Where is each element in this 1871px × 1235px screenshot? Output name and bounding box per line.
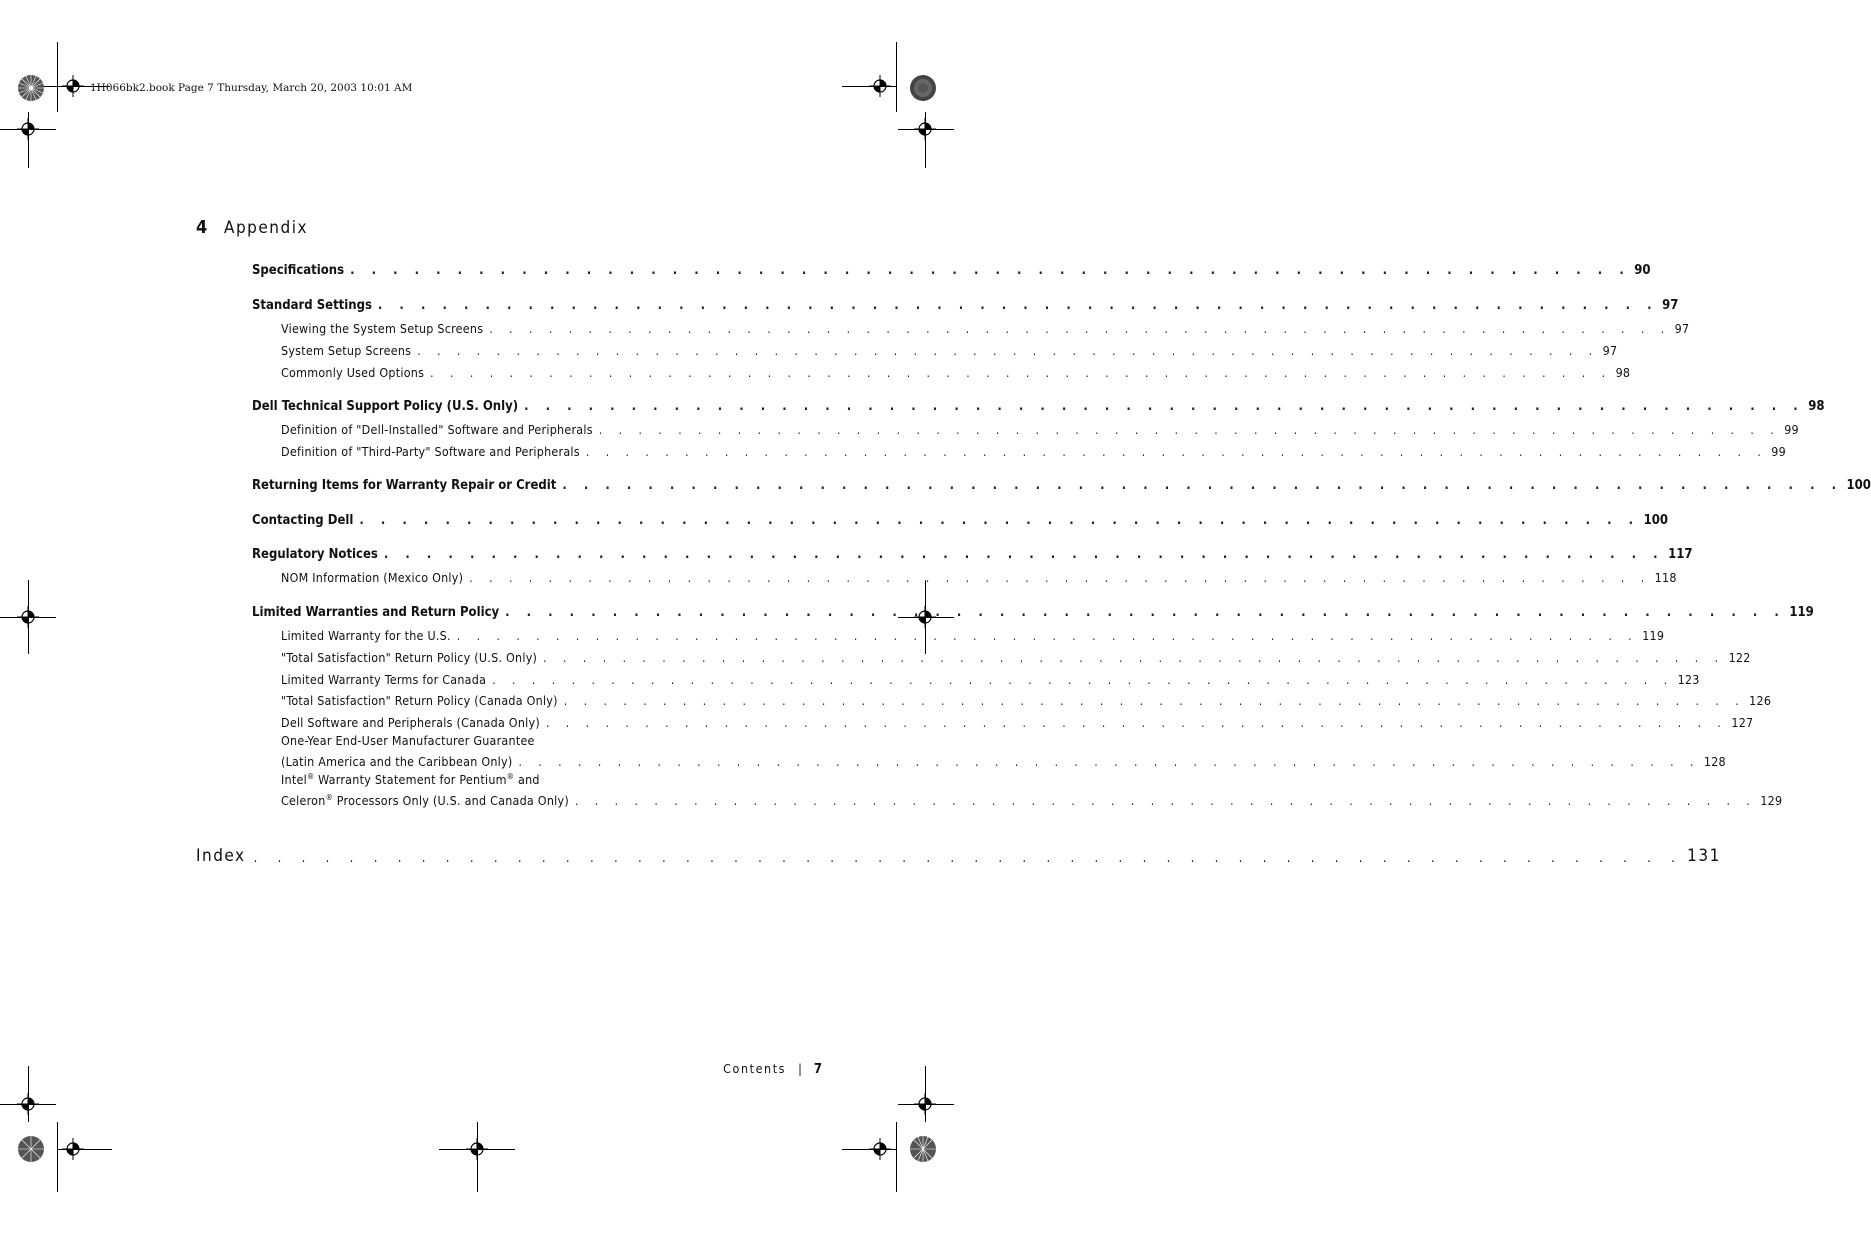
dot-leader: . . . . . . . . . . . . . . . . . . . . . . . . . . . . . . . . . . . . . . . . . . . . . . . . . . . . . . . . . . . . [456, 629, 1639, 643]
crop-line [57, 1122, 58, 1192]
toc-entry-page: 99 [1771, 444, 1786, 459]
toc-entry-title: (Latin America and the Caribbean Only) [281, 754, 513, 769]
toc-entry-title: Contacting Dell [252, 513, 354, 528]
registration-crosshair-icon [17, 606, 39, 628]
toc-subentry[interactable] [252, 786, 1783, 808]
crop-line [896, 1122, 897, 1192]
toc-entry[interactable] [252, 598, 1814, 620]
toc-entry-title: Dell Technical Support Policy (U.S. Only) [252, 399, 519, 414]
toc-entry-title: Limited Warranty Terms for Canada [281, 672, 487, 687]
toc-entry-page: 129 [1760, 793, 1783, 808]
toc-entry-title: Viewing the System Setup Screens [281, 321, 484, 336]
index-title: Index [196, 846, 246, 866]
toc-subentry[interactable] [252, 563, 1677, 585]
toc-entry-page: 118 [1654, 570, 1677, 585]
chapter-number: 4 [196, 217, 208, 238]
toc-entry-page: 117 [1668, 547, 1693, 562]
toc-entry-title: Definition of "Dell-Installed" Software and Peripherals [281, 422, 593, 437]
dot-leader: . . . . . . . . . . . . . . . . . . . . . . . . . . . . . . . . . . . . . . . . . . . . . . . . . . . . . . . . . . . . [545, 716, 1728, 730]
dot-leader: . . . . . . . . . . . . . . . . . . . . . . . . . . . . . . . . . . . . . . . . . . . . . . . . . . . . . . . . . . . . [524, 399, 1805, 414]
toc-entry-title: "Total Satisfaction" Return Policy (Canada Only) [281, 693, 558, 708]
toc-entry-title: Regulatory Notices [252, 547, 378, 562]
dot-leader: . . . . . . . . . . . . . . . . . . . . . . . . . . . . . . . . . . . . . . . . . . . . . . . . . . . . . . . . . . . . [359, 513, 1640, 528]
footer-section-label: Contents [723, 1061, 787, 1076]
registration-crosshair-icon [914, 118, 936, 140]
index-page: 131 [1687, 846, 1721, 866]
toc-entry-page: 90 [1634, 263, 1651, 278]
toc-entry-page: 126 [1749, 693, 1772, 708]
registration-crosshair-icon [466, 1138, 488, 1160]
toc-entry-page: 119 [1642, 628, 1665, 643]
dot-leader: . . . . . . . . . . . . . . . . . . . . . . . . . . . . . . . . . . . . . . . . . . . . . . . . . . . . . . . . . . . . [562, 478, 1843, 493]
dot-leader: . . . . . . . . . . . . . . . . . . . . . . . . . . . . . . . . . . . . . . . . . . . . . . . . . . . . . . . . . . . . [469, 571, 1651, 585]
registered-mark: ® [325, 793, 334, 802]
registration-crosshair-icon [869, 1138, 891, 1160]
toc-entry-page: 99 [1784, 422, 1799, 437]
toc-subentry[interactable] [252, 686, 1772, 708]
dot-leader: . . . . . . . . . . . . . . . . . . . . . . . . . . . . . . . . . . . . . . . . . . . . . . . . . . . . . . . . . . . . [383, 547, 1665, 562]
toc-entry[interactable] [252, 392, 1825, 414]
dot-leader: . . . . . . . . . . . . . . . . . . . . . . . . . . . . . . . . . . . . . . . . . . . . . . . . . . . . . . . . . . . . [377, 298, 1659, 313]
registration-crosshair-icon [17, 118, 39, 140]
toc-entry-text: and [514, 772, 540, 787]
toc-subentry[interactable] [252, 708, 1754, 730]
dot-leader: . . . . . . . . . . . . . . . . . . . . . . . . . . . . . . . . . . . . . . . . . . . . . . . . . . . . . . . . . . . . [574, 794, 1757, 808]
dot-leader: . . . . . . . . . . . . . . . . . . . . . . . . . . . . . . . . . . . . . . . . . . . . . . . . . . . . . . . . . . . . [350, 263, 1631, 278]
registration-disk-icon [909, 74, 937, 102]
toc-subentry[interactable] [252, 314, 1690, 336]
brand-celeron: Celeron [281, 793, 326, 808]
brand-intel: Intel [281, 772, 307, 787]
toc-subentry[interactable] [252, 621, 1665, 643]
toc-entry-title: Specifications [252, 263, 345, 278]
toc-entry-title: System Setup Screens [281, 343, 412, 358]
footer-separator: | [798, 1061, 802, 1076]
registration-disk-icon [909, 1135, 937, 1163]
toc-entry-title: "Total Satisfaction" Return Policy (U.S. Only) [281, 650, 538, 665]
toc-entry-page: 128 [1703, 754, 1726, 769]
toc-subentry[interactable] [252, 643, 1751, 665]
toc-entry[interactable] [252, 256, 1651, 278]
dot-leader: . . . . . . . . . . . . . . . . . . . . . . . . . . . . . . . . . . . . . . . . . . . . . . . . . . . . . . . . . . . . [253, 851, 1684, 866]
dot-leader: . . . . . . . . . . . . . . . . . . . . . . . . . . . . . . . . . . . . . . . . . . . . . . . . . . . . . . . . . . . . [417, 344, 1599, 358]
toc-entry-title: Definition of "Third-Party" Software and Peripherals [281, 444, 580, 459]
toc-entry-page: 100 [1846, 478, 1871, 493]
toc-entry-title [281, 793, 569, 808]
registration-crosshair-icon [62, 75, 84, 97]
toc-entry[interactable] [252, 471, 1871, 493]
toc-entry-page: 100 [1643, 513, 1668, 528]
toc-entry-page: 119 [1789, 605, 1814, 620]
toc-subentry[interactable] [252, 358, 1631, 380]
toc-entry-page: 97 [1674, 321, 1690, 336]
toc-subentry[interactable] [252, 437, 1786, 459]
toc-subentry[interactable] [252, 415, 1799, 437]
chapter-heading [196, 217, 308, 243]
dot-leader: . . . . . . . . . . . . . . . . . . . . . . . . . . . . . . . . . . . . . . . . . . . . . . . . . . . . . . . . . . . . [505, 605, 1786, 620]
dot-leader: . . . . . . . . . . . . . . . . . . . . . . . . . . . . . . . . . . . . . . . . . . . . . . . . . . . . . . . . . . . . [598, 423, 1781, 437]
toc-entry-title: Limited Warranty for the U.S. [281, 628, 451, 643]
toc-entry-page: 122 [1728, 650, 1751, 665]
page-number: 7 [813, 1062, 822, 1077]
toc-entry-page: 123 [1677, 672, 1700, 687]
toc-entry[interactable] [252, 291, 1679, 313]
toc-entry-title: NOM Information (Mexico Only) [281, 570, 464, 585]
toc-entry-title: Commonly Used Options [281, 365, 425, 380]
toc-subentry[interactable] [252, 336, 1618, 358]
dot-leader: . . . . . . . . . . . . . . . . . . . . . . . . . . . . . . . . . . . . . . . . . . . . . . . . . . . . . . . . . . . . [585, 445, 1768, 459]
registered-mark: ® [306, 772, 315, 781]
registered-mark: ® [506, 772, 515, 781]
crop-line [57, 42, 58, 112]
chapter-title: Appendix [224, 218, 309, 238]
registration-disk-icon [17, 74, 45, 102]
toc-entry-page: 97 [1662, 298, 1679, 313]
toc-entry-page: 98 [1615, 365, 1631, 380]
crop-line [896, 42, 897, 112]
registration-crosshair-icon [869, 75, 891, 97]
toc-entry-text: Processors Only (U.S. and Canada Only) [333, 793, 569, 808]
registration-disk-icon [17, 1135, 45, 1163]
dot-leader: . . . . . . . . . . . . . . . . . . . . . . . . . . . . . . . . . . . . . . . . . . . . . . . . . . . . . . . . . . . . [543, 651, 1725, 665]
toc-entry-page: 97 [1602, 343, 1618, 358]
toc-subentry[interactable] [252, 747, 1726, 769]
toc-entry-text: Warranty Statement for Pentium [314, 772, 507, 787]
toc-entry-title: Returning Items for Warranty Repair or Credit [252, 478, 557, 493]
registration-crosshair-icon [914, 1093, 936, 1115]
toc-entry[interactable] [252, 540, 1693, 562]
dot-leader: . . . . . . . . . . . . . . . . . . . . . . . . . . . . . . . . . . . . . . . . . . . . . . . . . . . . . . . . . . . . [430, 366, 1612, 380]
toc-entry-title: Standard Settings [252, 298, 372, 313]
print-slug: 1H066bk2.book Page 7 Thursday, March 20, 2003 10:01 AM [90, 82, 413, 94]
toc-entry-page: 98 [1808, 399, 1825, 414]
toc-subentry-first-line[interactable] [281, 772, 540, 787]
toc-index-entry[interactable] [196, 842, 1721, 866]
toc-entry-page: 127 [1731, 715, 1754, 730]
page-footer [723, 1061, 822, 1077]
toc-entry[interactable] [252, 506, 1668, 528]
toc-subentry[interactable] [252, 665, 1700, 687]
dot-leader: . . . . . . . . . . . . . . . . . . . . . . . . . . . . . . . . . . . . . . . . . . . . . . . . . . . . . . . . . . . . [563, 694, 1746, 708]
toc-entry-title: Limited Warranties and Return Policy [252, 605, 500, 620]
dot-leader: . . . . . . . . . . . . . . . . . . . . . . . . . . . . . . . . . . . . . . . . . . . . . . . . . . . . . . . . . . . . [492, 673, 1674, 687]
toc-entry-title: Dell Software and Peripherals (Canada Only) [281, 715, 540, 730]
registration-crosshair-icon [17, 1093, 39, 1115]
dot-leader: . . . . . . . . . . . . . . . . . . . . . . . . . . . . . . . . . . . . . . . . . . . . . . . . . . . . . . . . . . . . [489, 322, 1671, 336]
dot-leader: . . . . . . . . . . . . . . . . . . . . . . . . . . . . . . . . . . . . . . . . . . . . . . . . . . . . . . . . . . . . [518, 755, 1700, 769]
toc-subentry-first-line[interactable]: One-Year End-User Manufacturer Guarantee [281, 733, 535, 748]
registration-crosshair-icon [62, 1138, 84, 1160]
